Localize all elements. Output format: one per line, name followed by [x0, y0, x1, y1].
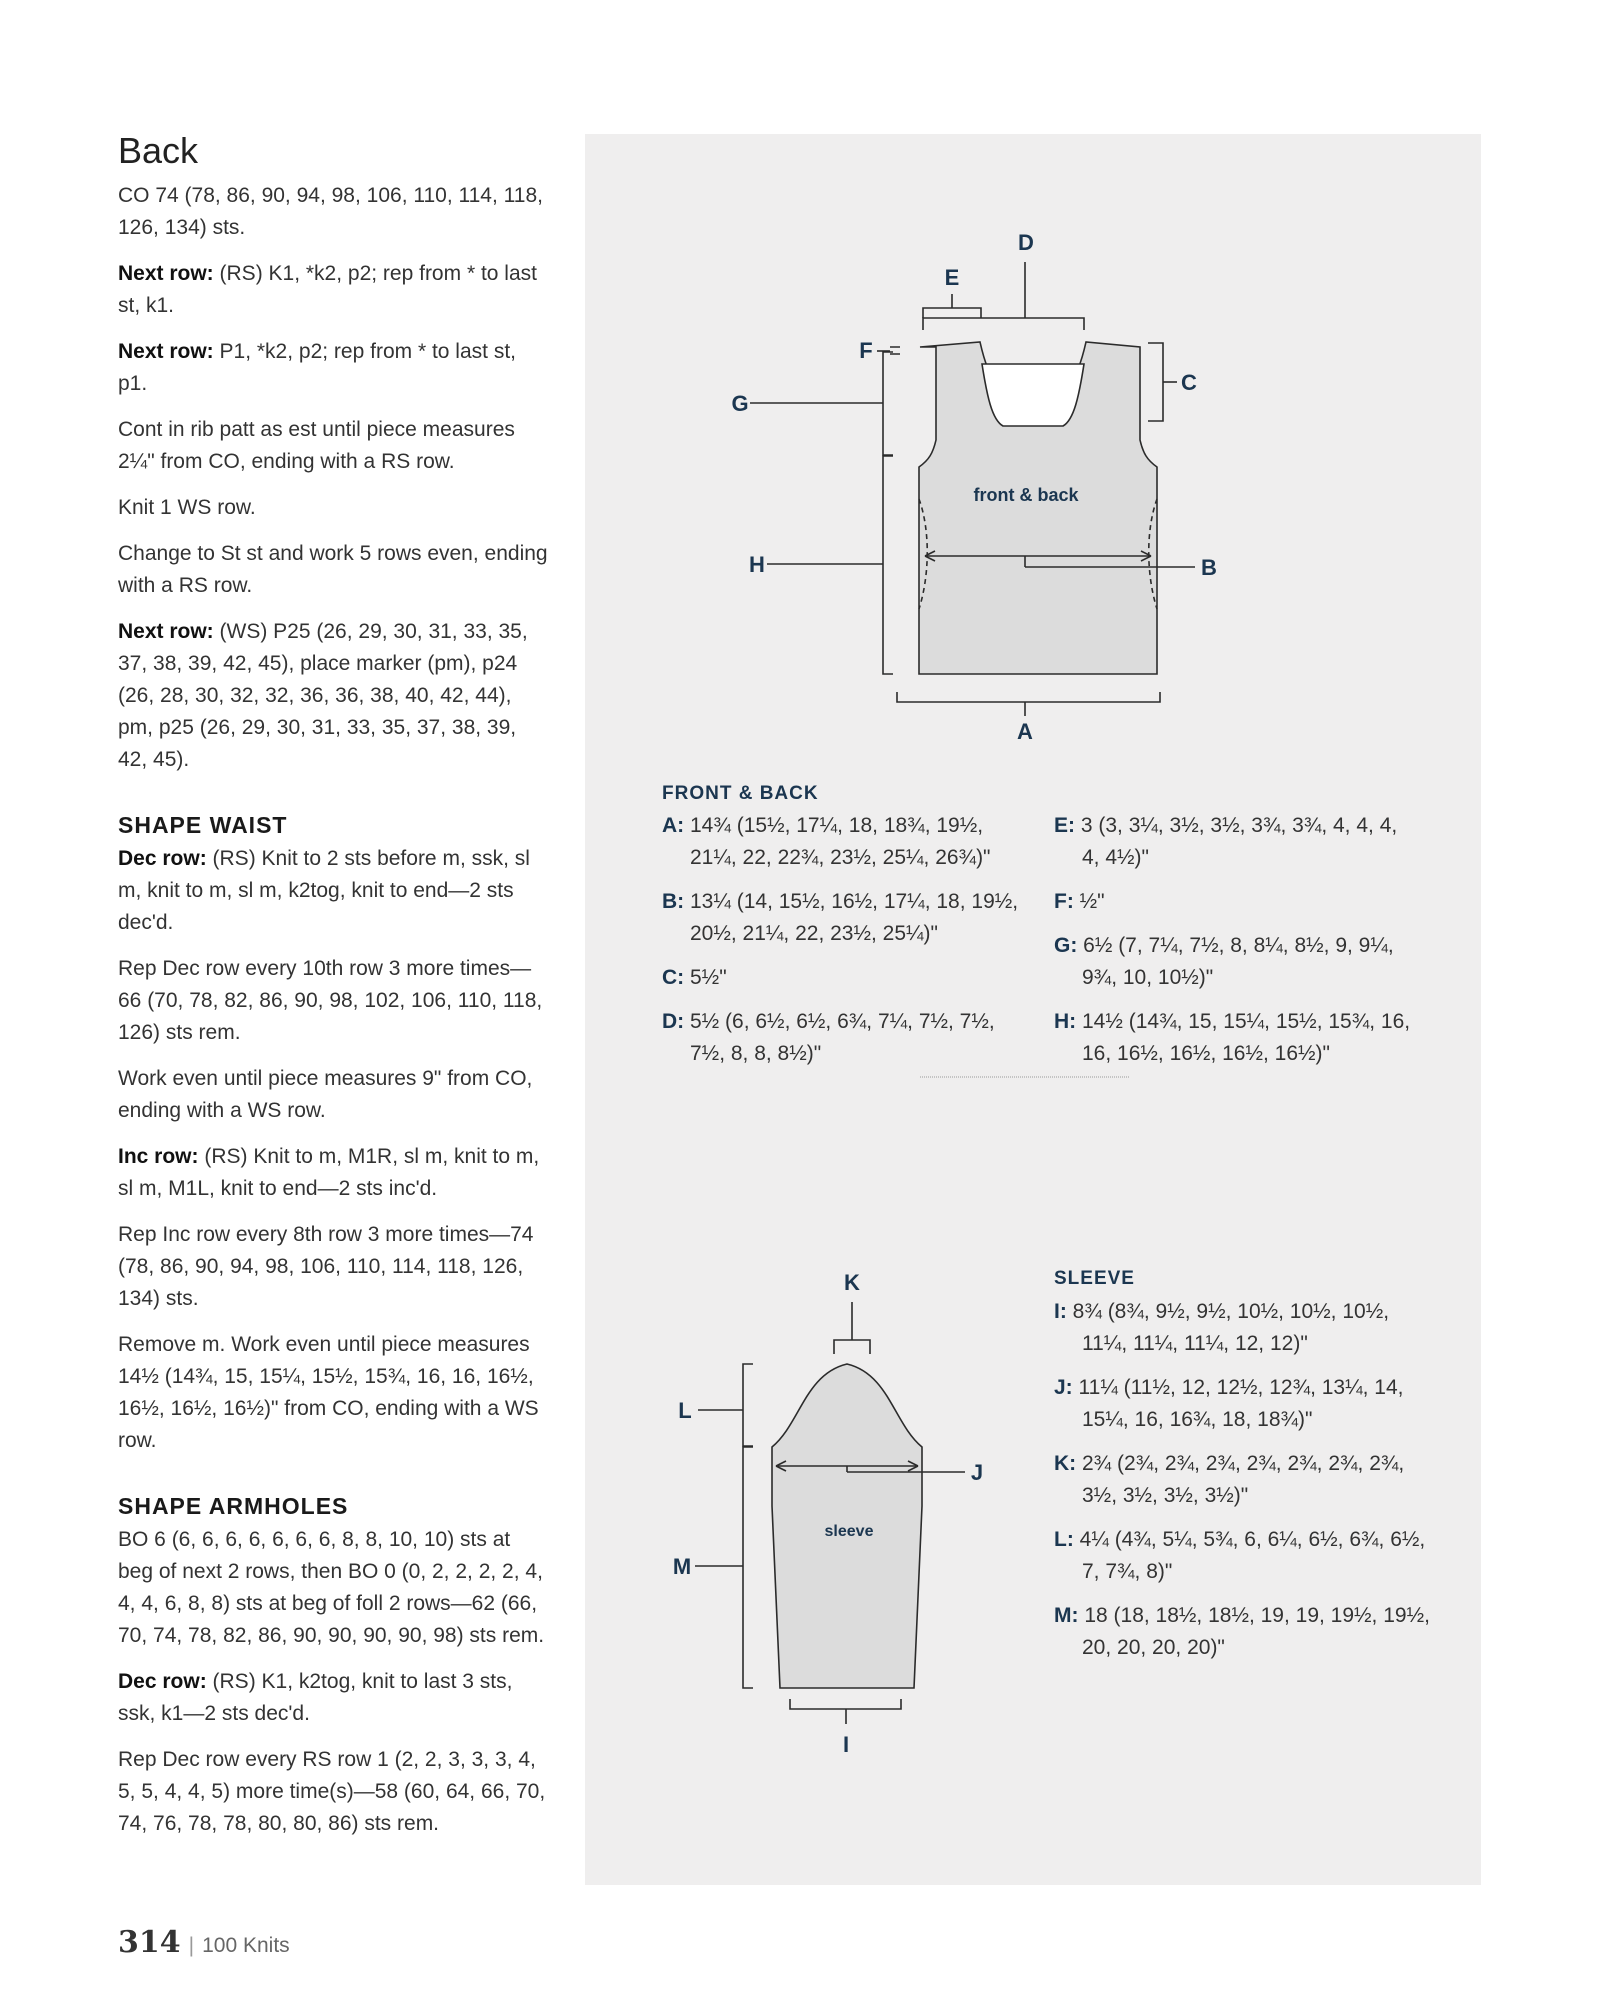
measurement-value: 5½"	[684, 966, 727, 989]
instructions-column	[118, 130, 548, 1854]
bracket-i	[790, 1699, 901, 1709]
label-d: D	[1018, 230, 1034, 255]
bracket-f	[890, 347, 900, 354]
measurement-item	[1054, 810, 1414, 874]
row-text: (RS) Knit to 2 sts before m, ssk, sl m, knit to m, sl m, k2tog, knit to end—2 sts dec'd.	[118, 847, 530, 934]
row-label: Inc row:	[118, 1145, 199, 1168]
measurement-value: 3 (3, 3¼, 3½, 3½, 3¾, 3¾, 4, 4, 4, 4, 4½)"	[1075, 814, 1398, 869]
footer-separator: |	[188, 1934, 195, 1957]
waist-inc-row	[118, 1141, 548, 1205]
label-a: A	[1017, 719, 1033, 744]
next-row-1	[118, 258, 548, 322]
measurement-key: A:	[662, 814, 685, 837]
page-footer	[118, 1925, 290, 1960]
measurement-value: 4¼ (4¾, 5¼, 5¾, 6, 6¼, 6½, 6¾, 6½, 7, 7¾, 8)"	[1073, 1528, 1426, 1583]
rib-text: Cont in rib patt as est until piece measures 2¼" from CO, ending with a RS row.	[118, 418, 515, 473]
label-b: B	[1201, 555, 1217, 580]
label-f: F	[859, 338, 873, 363]
label-e: E	[944, 265, 960, 290]
measurement-key: I:	[1054, 1300, 1067, 1323]
measurement-key: H:	[1054, 1010, 1077, 1033]
waist-rep-inc: Rep Inc row every 8th row 3 more times—74 (78, 86, 90, 94, 98, 106, 110, 114, 118, 126, 134) sts.	[118, 1223, 534, 1310]
label-g: G	[731, 391, 749, 416]
waist-rep-dec: Rep Dec row every 10th row 3 more times—66 (70, 78, 82, 86, 90, 98, 102, 106, 110, 118, 126) sts rem.	[118, 957, 543, 1044]
knit-ws-text: Knit 1 WS row.	[118, 496, 256, 519]
label-m: M	[672, 1554, 692, 1579]
measurement-item	[1054, 1296, 1434, 1360]
waist-dec-row	[118, 843, 548, 939]
measurement-key: F:	[1054, 890, 1074, 913]
measurement-key: J:	[1054, 1376, 1073, 1399]
measurement-item	[662, 962, 1022, 994]
front-back-title: FRONT & BACK	[662, 783, 819, 804]
measurement-key: K:	[1054, 1452, 1077, 1475]
front-back-measurements-col2	[1054, 810, 1414, 1082]
label-i: I	[842, 1732, 850, 1757]
row-text: (WS) P25 (26, 29, 30, 31, 33, 35, 37, 38, 39, 42, 45), place marker (pm), p24 (26, 28, 30, 32, 32, 36, 36, 38, 40, 42, 44), pm, p25 (26, 29, 30, 31, 33, 35, 37, 38, 39, 42, 45).	[118, 620, 528, 771]
armhole-rep-dec: Rep Dec row every RS row 1 (2, 2, 3, 3, 3, 4, 5, 5, 4, 4, 5) more time(s)—58 (60, 64, 66, 70, 74, 76, 78, 78, 80, 80, 86) sts rem.	[118, 1748, 546, 1835]
section-title-shape-waist: SHAPE WAIST	[118, 812, 288, 838]
measurement-key: B:	[662, 890, 685, 913]
bracket-a	[897, 692, 1160, 702]
measurement-key: G:	[1054, 934, 1078, 957]
measurement-item	[1054, 1006, 1414, 1070]
measurement-item	[1054, 1448, 1434, 1512]
page-number: 314	[118, 1925, 181, 1960]
measurement-value: 14½ (14¾, 15, 15¼, 15½, 15¾, 16, 16, 16½, 16½, 16½, 16½)"	[1076, 1010, 1411, 1065]
section-title-shape-armholes: SHAPE ARMHOLES	[118, 1493, 349, 1519]
measurement-item	[1054, 1372, 1434, 1436]
measurement-item	[662, 886, 1022, 950]
neck-opening	[982, 364, 1084, 426]
section-title-back: Back	[118, 130, 199, 171]
label-h: H	[749, 552, 765, 577]
row-label: Next row:	[118, 262, 214, 285]
bracket-l	[743, 1364, 753, 1446]
front-back-measurements-col1	[662, 810, 1022, 1082]
measurement-value: 8¾ (8¾, 9½, 9½, 10½, 10½, 10½, 11¼, 11¼, 11¼, 12, 12)"	[1066, 1300, 1390, 1355]
measurement-value: 11¼ (11½, 12, 12½, 12¾, 13¼, 14, 15¼, 16, 16¾, 18, 18¾)"	[1072, 1376, 1404, 1431]
measurement-item	[1054, 1600, 1434, 1664]
measurement-value: ½"	[1073, 890, 1105, 913]
bracket-k	[834, 1340, 870, 1354]
bracket-c	[1148, 343, 1163, 421]
st-st-text: Change to St st and work 5 rows even, ending with a RS row.	[118, 542, 548, 597]
cast-on-text: CO 74 (78, 86, 90, 94, 98, 106, 110, 114, 118, 126, 134) sts.	[118, 184, 543, 239]
sleeve-title: SLEEVE	[1054, 1268, 1135, 1289]
row-text: (RS) K1, *k2, p2; rep from * to last st, k1.	[118, 262, 537, 317]
measurement-key: M:	[1054, 1604, 1079, 1627]
measurement-key: E:	[1054, 814, 1075, 837]
label-k: K	[844, 1270, 860, 1295]
label-c: C	[1181, 370, 1197, 395]
row-text: P1, *k2, p2; rep from * to last st, p1.	[118, 340, 516, 395]
measurement-item	[662, 1006, 1022, 1070]
measurement-value: 18 (18, 18½, 18½, 19, 19, 19½, 19½, 20, 20, 20, 20)"	[1078, 1604, 1430, 1659]
shape-label-front-back: front & back	[973, 485, 1079, 505]
shape-label-sleeve: sleeve	[824, 1523, 874, 1540]
armhole-dec-row	[118, 1666, 548, 1730]
row-label: Dec row:	[118, 1670, 207, 1693]
sleeve-measurements	[1054, 1296, 1434, 1676]
bracket-d	[923, 318, 1084, 330]
row-text: (RS) K1, k2tog, knit to last 3 sts, ssk, k1—2 sts dec'd.	[118, 1670, 513, 1725]
measurement-item	[662, 810, 1022, 874]
measurement-item	[1054, 886, 1414, 918]
measurement-key: D:	[662, 1010, 685, 1033]
label-j: J	[970, 1460, 984, 1485]
measurement-value: 5½ (6, 6½, 6½, 6¾, 7¼, 7½, 7½, 7½, 8, 8, 8½)"	[684, 1010, 995, 1065]
waist-work-even: Work even until piece measures 9" from CO, ending with a WS row.	[118, 1067, 533, 1122]
measurement-item	[1054, 1524, 1434, 1588]
next-row-2	[118, 336, 548, 400]
measurement-key: L:	[1054, 1528, 1074, 1551]
book-title: 100 Knits	[202, 1934, 290, 1957]
next-row-3	[118, 616, 548, 776]
armhole-bo: BO 6 (6, 6, 6, 6, 6, 6, 6, 8, 8, 10, 10) sts at beg of next 2 rows, then BO 0 (0, 2, 2, 2, 2, 4, 4, 4, 6, 8, 8) sts at beg of foll 2 rows—62 (66, 70, 74, 78, 82, 86, 90, 90, 90, 90, 98) sts rem.	[118, 1528, 545, 1647]
measurement-value: 2¾ (2¾, 2¾, 2¾, 2¾, 2¾, 2¾, 2¾, 3½, 3½, 3½, 3½)"	[1076, 1452, 1405, 1507]
bracket-h	[883, 456, 893, 674]
row-label: Next row:	[118, 340, 214, 363]
measurement-key: C:	[662, 966, 685, 989]
measurement-item	[1054, 930, 1414, 994]
bracket-g	[883, 352, 893, 455]
measurement-value: 6½ (7, 7¼, 7½, 8, 8¼, 8½, 9, 9¼, 9¾, 10, 10½)"	[1077, 934, 1394, 989]
row-label: Dec row:	[118, 847, 207, 870]
measurement-value: 13¼ (14, 15½, 16½, 17¼, 18, 19½, 20½, 21¼, 22, 23½, 25¼)"	[684, 890, 1019, 945]
measurement-value: 14¾ (15½, 17¼, 18, 18¾, 19½, 21¼, 22, 22¾, 23½, 25¼, 26¾)"	[684, 814, 991, 869]
waist-remove-m: Remove m. Work even until piece measures 14½ (14¾, 15, 15¼, 15½, 15¾, 16, 16, 16½, 16½, 16½, 16½)" from CO, ending with a WS row.	[118, 1333, 539, 1452]
label-l: L	[678, 1398, 692, 1423]
bracket-m	[743, 1447, 753, 1688]
bracket-e	[923, 308, 981, 318]
row-label: Next row:	[118, 620, 214, 643]
row-text: (RS) Knit to m, M1R, sl m, knit to m, sl m, M1L, knit to end—2 sts inc'd.	[118, 1145, 540, 1200]
